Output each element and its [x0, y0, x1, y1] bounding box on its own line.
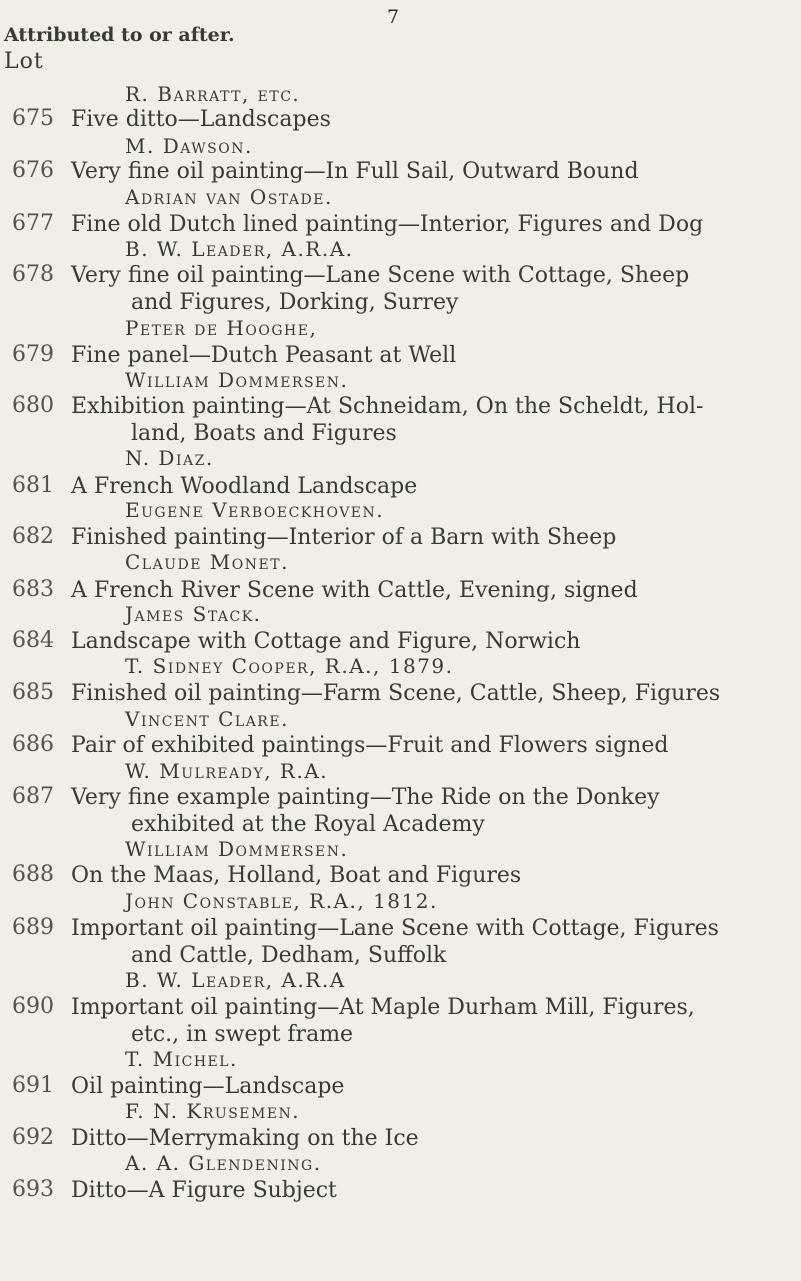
- lot-number: 692: [12, 1125, 54, 1150]
- lot-number: 675: [12, 106, 54, 131]
- artist-line: William Dommersen.: [125, 837, 349, 861]
- lot-description: Fine panel—Dutch Peasant at Well: [71, 343, 457, 368]
- artist-line: Eugene Verboeckhoven.: [125, 498, 385, 522]
- artist-line: F. N. Krusemen.: [125, 1099, 301, 1123]
- artist-line: Vincent Clare.: [125, 707, 289, 731]
- artist-line: Peter de Hooghe,: [125, 316, 318, 340]
- lot-number: 679: [12, 342, 54, 367]
- lot-number: 687: [12, 784, 54, 809]
- lot-description: Ditto—A Figure Subject: [71, 1178, 337, 1203]
- artist-line: John Constable, R.A., 1812.: [125, 889, 438, 913]
- lot-description: Landscape with Cottage and Figure, Norwich: [71, 629, 581, 654]
- artist-line: James Stack.: [125, 602, 262, 626]
- section-heading: Attributed to or after.: [4, 24, 235, 46]
- lot-description: Very fine oil painting—Lane Scene with Cottage, Sheep and Figures, Dorking, Surrey: [71, 263, 690, 315]
- lot-column-label: Lot: [4, 49, 44, 74]
- lot-description: Important oil painting—Lane Scene with Cottage, Figures and Cattle, Dedham, Suffolk: [71, 916, 719, 968]
- lot-description: A French River Scene with Cattle, Evening, signed: [71, 578, 638, 603]
- lot-number: 685: [12, 680, 54, 705]
- artist-line: B. W. Leader, A.R.A: [125, 968, 346, 992]
- lot-number: 689: [12, 915, 54, 940]
- artist-line: A. A. Glendening.: [125, 1151, 322, 1175]
- artist-line: R. Barratt, etc.: [125, 82, 301, 106]
- lot-number: 676: [12, 158, 54, 183]
- lot-number: 680: [12, 393, 54, 418]
- lot-number: 691: [12, 1073, 54, 1098]
- lot-number: 693: [12, 1177, 54, 1202]
- lot-description: Very fine example painting—The Ride on the Donkey exhibited at the Royal Academy: [71, 785, 660, 837]
- lot-description: Exhibition painting—At Schneidam, On the Scheldt, Hol- land, Boats and Figures: [71, 394, 704, 446]
- lot-description: Very fine oil painting—In Full Sail, Outward Bound: [71, 159, 639, 184]
- lot-number: 686: [12, 732, 54, 757]
- lot-description: Pair of exhibited paintings—Fruit and Flowers signed: [71, 733, 669, 758]
- lot-number: 688: [12, 862, 54, 887]
- lot-description: Five ditto—Landscapes: [71, 107, 331, 132]
- lot-number: 690: [12, 994, 54, 1019]
- artist-line: M. Dawson.: [125, 134, 253, 158]
- lot-description: Oil painting—Landscape: [71, 1074, 345, 1099]
- lot-description: On the Maas, Holland, Boat and Figures: [71, 863, 522, 888]
- lot-description: Finished oil painting—Farm Scene, Cattle, Sheep, Figures: [71, 681, 721, 706]
- lot-description: Finished painting—Interior of a Barn with Sheep: [71, 525, 617, 550]
- lot-number: 682: [12, 524, 54, 549]
- artist-line: N. Diaz.: [125, 446, 214, 470]
- lot-description: Fine old Dutch lined painting—Interior, Figures and Dog: [71, 212, 704, 237]
- lot-number: 684: [12, 628, 54, 653]
- page-number: 7: [387, 6, 400, 28]
- artist-line: T. Michel.: [125, 1047, 238, 1071]
- lot-number: 678: [12, 262, 54, 287]
- lot-number: 677: [12, 211, 54, 236]
- lot-number: 681: [12, 473, 54, 498]
- lot-number: 683: [12, 577, 54, 602]
- artist-line: Claude Monet.: [125, 550, 289, 574]
- artist-line: B. W. Leader, A.R.A.: [125, 237, 354, 261]
- artist-line: Adrian van Ostade.: [125, 185, 333, 209]
- lot-description: A French Woodland Landscape: [71, 474, 418, 499]
- artist-line: W. Mulready, R.A.: [125, 759, 329, 783]
- lot-description: Important oil painting—At Maple Durham Mill, Figures, etc., in swept frame: [71, 995, 695, 1047]
- lot-description: Ditto—Merrymaking on the Ice: [71, 1126, 419, 1151]
- artist-line: T. Sidney Cooper, R.A., 1879.: [125, 654, 454, 678]
- artist-line: William Dommersen.: [125, 368, 349, 392]
